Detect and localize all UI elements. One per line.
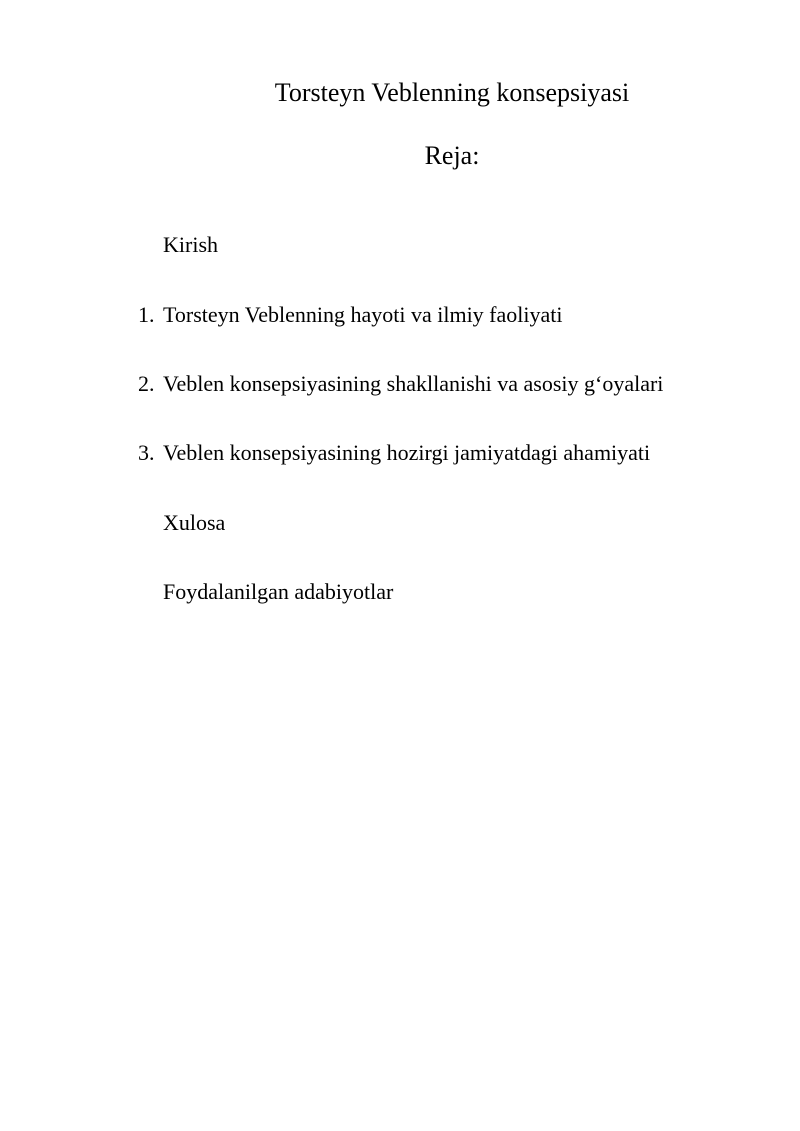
plan-heading: Reja:: [424, 141, 480, 170]
plan-item-3: [138, 438, 650, 468]
document-title: Torsteyn Veblenning konsepsiyasi: [274, 78, 630, 107]
plan-item-2: [138, 369, 663, 399]
plan-item-references: [163, 577, 393, 607]
plan-item-text: Kirish: [163, 232, 218, 257]
plan-item-text: Torsteyn Veblenning hayoti va ilmiy faoliyati: [163, 302, 563, 327]
plan-item-conclusion: [163, 508, 225, 538]
plan-item-1: [138, 300, 562, 330]
plan-item-text: Foydalanilgan adabiyotlar: [163, 579, 394, 604]
plan-item-text: Veblen konsepsiyasining hozirgi jamiyatdagi ahamiyati: [163, 440, 651, 465]
plan-item-number: 3.: [138, 440, 155, 465]
plan-item-intro: [163, 230, 218, 260]
plan-item-text: Xulosa: [163, 510, 226, 535]
plan-item-number: 1.: [138, 302, 155, 327]
plan-item-number: 2.: [138, 371, 155, 396]
plan-item-text: Veblen konsepsiyasining shakllanishi va asosiy g‘oyalari: [163, 371, 664, 396]
